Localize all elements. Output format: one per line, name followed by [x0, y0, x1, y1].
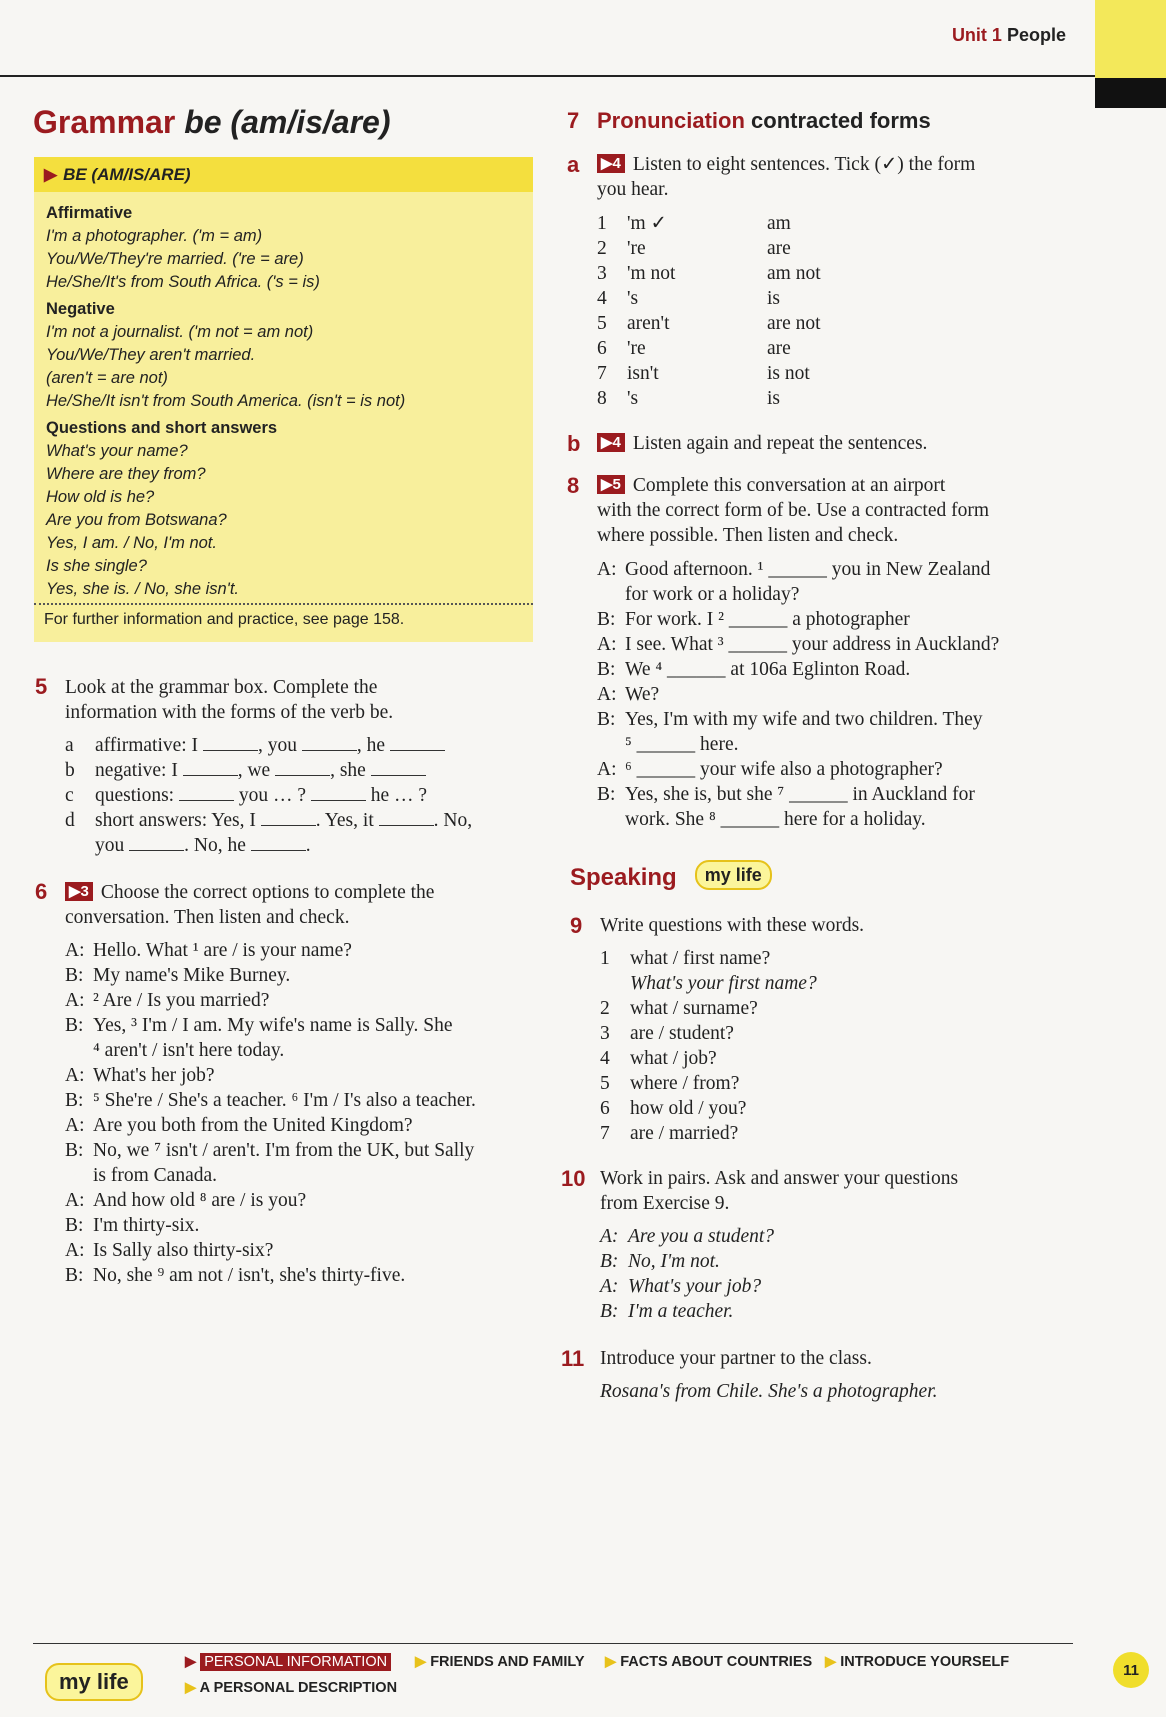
item-number: 5: [600, 1073, 610, 1094]
speaker-label: A:: [597, 634, 617, 655]
exercise-8-instruction: Complete this conversation at an airport: [632, 475, 946, 496]
item-text: .: [305, 835, 311, 856]
dialogue-line: [600, 1224, 1060, 1249]
speaker-label: A:: [597, 759, 617, 780]
contracted-form[interactable]: 's: [627, 388, 639, 409]
dialogue-line: [597, 707, 1072, 732]
dialogue-text: What's your job?: [628, 1276, 762, 1297]
black-tab: [1095, 78, 1166, 108]
dialogue-text: No, we ⁷ isn't / aren't. I'm from the UK, but Sally: [93, 1140, 475, 1161]
play-triangle-icon: ▶: [44, 164, 58, 184]
footer-rule: [33, 1643, 1073, 1644]
dialogue-text: ⁵ She're / She's a teacher. ⁶ I'm / I's also a teacher.: [93, 1090, 476, 1111]
dialogue-text: work. She ⁸ ______ here for a holiday.: [625, 809, 926, 830]
exercise-6-instruction: Choose the correct options to complete the: [100, 882, 435, 903]
speaker-label: [597, 807, 625, 832]
affirmative-label: Affirmative: [46, 204, 133, 222]
pronunciation-row: [597, 211, 1067, 236]
contracted-form[interactable]: 's: [627, 288, 639, 309]
answer-blank[interactable]: [179, 786, 234, 801]
contracted-form[interactable]: aren't: [627, 313, 670, 334]
further-info: For further information and practice, see page 158.: [34, 603, 533, 635]
dialogue-line: [600, 1249, 1060, 1274]
dialogue-line: [65, 1138, 545, 1163]
speaker-label: B:: [65, 1140, 84, 1161]
speaker-label: B:: [65, 1090, 84, 1111]
item-text: what / surname?: [630, 998, 758, 1019]
dialogue-text: Is Sally also thirty-six?: [93, 1240, 274, 1261]
dialogue-line: [65, 1013, 545, 1038]
dialogue-text: ² Are / Is you married?: [93, 990, 270, 1011]
dialogue-line: [65, 1063, 545, 1088]
questions-label: Questions and short answers: [46, 419, 278, 437]
dialogue-line: [597, 782, 1072, 807]
answer-blank[interactable]: [203, 736, 258, 751]
question-item: [600, 996, 1060, 1021]
exercise-9-number: 9: [570, 913, 583, 938]
dialogue-line: [597, 607, 1072, 632]
exercise-7a-instruction: you hear.: [597, 179, 669, 200]
speaker-label: B:: [65, 1015, 84, 1036]
footer-item-personal-description[interactable]: ▶ A PERSONAL DESCRIPTION: [185, 1680, 398, 1696]
speaker-label: A:: [65, 1115, 85, 1136]
question-item: [600, 1021, 1060, 1046]
speaker-label: A:: [65, 1240, 85, 1261]
exercise-7-number: 7: [567, 108, 580, 133]
dialogue-line: [65, 1038, 545, 1063]
dialogue-line: [65, 1188, 545, 1213]
item-text: , she: [330, 760, 366, 781]
answer-blank[interactable]: [261, 811, 316, 826]
item-text: short answers: Yes, I: [95, 810, 256, 831]
pronunciation-row: [597, 286, 1067, 311]
exercise-9-instruction: Write questions with these words.: [600, 915, 865, 936]
speaker-label: [597, 732, 625, 757]
speaker-label: [597, 582, 625, 607]
dialogue-line: [65, 1163, 545, 1188]
exercise-11: [600, 1346, 1060, 1404]
item-text: . No,: [433, 810, 473, 831]
grammar-line: Yes, I am. / No, I'm not.: [46, 534, 217, 552]
item-text: , he: [356, 735, 385, 756]
dialogue-text: is from Canada.: [93, 1165, 218, 1186]
full-form[interactable]: am not: [767, 263, 821, 284]
dialogue-line: [597, 757, 1072, 782]
speaker-label: A:: [597, 684, 617, 705]
negative-label: Negative: [46, 300, 115, 318]
dialogue-line: [65, 1263, 545, 1288]
contracted-form[interactable]: 're: [627, 238, 646, 259]
exercise-8-number: 8: [567, 473, 580, 498]
exercise-7a: [597, 152, 1067, 411]
exercise-10-instruction: Work in pairs. Ask and answer your questions: [600, 1168, 959, 1189]
exercise-7b: [597, 431, 927, 456]
header-rule: [0, 75, 1095, 77]
grammar-line: Yes, she is. / No, she isn't.: [46, 580, 239, 598]
speaker-label: B:: [600, 1251, 619, 1272]
speaking-heading: [570, 860, 772, 892]
item-text: . No, he: [184, 835, 246, 856]
item-number: [600, 971, 630, 996]
speaker-label: A:: [600, 1226, 619, 1247]
row-number: 7: [597, 363, 607, 384]
full-form[interactable]: am: [767, 213, 791, 234]
exercise-7b-label: b: [567, 431, 581, 456]
audio-track-icon[interactable]: ▶3: [65, 882, 93, 901]
footer-item-personal-information[interactable]: ▶ PERSONAL INFORMATION: [185, 1654, 391, 1670]
dialogue-text: ⁶ ______ your wife also a photographer?: [625, 759, 943, 780]
dialogue-text: Hello. What ¹ are / is your name?: [93, 940, 352, 961]
audio-track-icon[interactable]: ▶4: [597, 433, 625, 452]
dialogue-text: My name's Mike Burney.: [93, 965, 291, 986]
full-form[interactable]: is: [767, 288, 781, 309]
item-text: how old / you?: [630, 1098, 747, 1119]
exercise-8: [597, 473, 1072, 832]
exercise-7a-instruction: Listen to eight sentences. Tick (✓) the form: [632, 154, 976, 175]
question-item: [600, 1121, 1060, 1146]
dialogue-text: Yes, I'm with my wife and two children. They: [625, 709, 983, 730]
grammar-line: You/We/They're married. ('re = are): [46, 250, 304, 268]
item-text: what / job?: [630, 1048, 717, 1069]
item-text: questions:: [95, 785, 175, 806]
speaker-label: B:: [597, 709, 616, 730]
exercise-11-number: 11: [561, 1346, 585, 1371]
speaker-label: B:: [65, 1265, 84, 1286]
dialogue-line: [65, 1213, 545, 1238]
dialogue-text: No, I'm not.: [628, 1251, 720, 1272]
speaker-label: A:: [65, 990, 85, 1011]
answer-blank[interactable]: [302, 736, 357, 751]
audio-track-icon[interactable]: ▶4: [597, 154, 625, 173]
full-form[interactable]: are: [767, 238, 791, 259]
dialogue-line: [597, 682, 1072, 707]
exercise-9: [600, 913, 1060, 1146]
my-life-badge: my life: [695, 860, 772, 890]
grammar-line: You/We/They aren't married.: [46, 346, 256, 364]
pronunciation-row: [597, 236, 1067, 261]
item-text: where / from?: [630, 1073, 740, 1094]
item-number: 1: [600, 948, 610, 969]
exercise-10-instruction: from Exercise 9.: [600, 1193, 730, 1214]
item-text: , we: [237, 760, 271, 781]
dialogue-line: [600, 1274, 1060, 1299]
pronunciation-row: [597, 261, 1067, 286]
dialogue-text: for work or a holiday?: [625, 584, 800, 605]
item-number: 4: [600, 1048, 610, 1069]
dialogue-text: We ⁴ ______ at 106a Eglinton Road.: [625, 659, 911, 680]
item-text: are / married?: [630, 1123, 739, 1144]
speaker-label: [65, 1038, 93, 1063]
exercise-6: [65, 880, 545, 1288]
speaker-label: A:: [65, 940, 85, 961]
speaker-label: B:: [65, 1215, 84, 1236]
item-letter: c: [65, 785, 74, 806]
dialogue-text: Good afternoon. ¹ ______ you in New Zealand: [625, 559, 991, 580]
speaker-label: A:: [65, 1065, 85, 1086]
dialogue-line: [65, 988, 545, 1013]
full-form[interactable]: is not: [767, 363, 810, 384]
contracted-form[interactable]: isn't: [627, 363, 659, 384]
dialogue-line: [65, 1088, 545, 1113]
row-number: 8: [597, 388, 607, 409]
speaker-label: [65, 1163, 93, 1188]
audio-track-icon[interactable]: ▶5: [597, 475, 625, 494]
dialogue-line: [65, 1113, 545, 1138]
grammar-line: Is she single?: [46, 557, 147, 575]
speaker-label: B:: [600, 1301, 619, 1322]
exercise-11-example: Rosana's from Chile. She's a photographer.: [600, 1381, 938, 1402]
contracted-form[interactable]: 'm not: [627, 263, 676, 284]
item-text: . Yes, it: [315, 810, 374, 831]
footer-item-introduce-yourself[interactable]: ▶ INTRODUCE YOURSELF: [825, 1654, 1010, 1670]
exercise-11-instruction: Introduce your partner to the class.: [600, 1348, 872, 1369]
row-number: 6: [597, 338, 607, 359]
question-item: [600, 971, 1060, 996]
footer-my-life-badge: my life: [45, 1663, 143, 1701]
pronunciation-row: [597, 311, 1067, 336]
item-text: negative: I: [95, 760, 178, 781]
exercise-7a-label: a: [567, 152, 580, 177]
dialogue-text: For work. I ² ______ a photographer: [625, 609, 910, 630]
full-form[interactable]: is: [767, 388, 781, 409]
answer-blank[interactable]: [371, 761, 426, 776]
dialogue-text: I'm thirty-six.: [93, 1215, 200, 1236]
exercise-7-title: Pronunciation contracted forms: [597, 108, 931, 133]
exercise-8-instruction: where possible. Then listen and check.: [597, 525, 899, 546]
speaker-label: B:: [65, 965, 84, 986]
speaker-label: B:: [597, 609, 616, 630]
dialogue-line: [597, 807, 1072, 832]
dialogue-line: [65, 1238, 545, 1263]
grammar-line: Where are they from?: [46, 465, 206, 483]
row-number: 3: [597, 263, 607, 284]
item-text: are / student?: [630, 1023, 734, 1044]
item-text: he … ?: [370, 785, 428, 806]
dialogue-text: Are you both from the United Kingdom?: [93, 1115, 413, 1136]
answer-blank[interactable]: [311, 786, 366, 801]
dialogue-text: And how old ⁸ are / is you?: [93, 1190, 307, 1211]
item-text: , you: [257, 735, 297, 756]
answer-blank[interactable]: [390, 736, 445, 751]
dialogue-line: [597, 582, 1072, 607]
speaker-label: B:: [597, 659, 616, 680]
item-number: 7: [600, 1123, 610, 1144]
dialogue-line: [597, 632, 1072, 657]
answer-blank[interactable]: [275, 761, 330, 776]
full-form[interactable]: are not: [767, 313, 821, 334]
exercise-8-dialogue: [597, 557, 1072, 832]
row-number: 1: [597, 213, 607, 234]
dialogue-text: What's her job?: [93, 1065, 215, 1086]
answer-blank[interactable]: [183, 761, 238, 776]
dialogue-line: [65, 938, 545, 963]
item-text: you … ?: [238, 785, 306, 806]
grammar-line: Are you from Botswana?: [46, 511, 227, 529]
exercise-5-instruction: Look at the grammar box. Complete the: [65, 677, 378, 698]
exercise-9-items: [600, 946, 1060, 1146]
item-letter: b: [65, 760, 75, 781]
dialogue-text: We?: [625, 684, 660, 705]
pronunciation-table: [597, 211, 1067, 411]
dialogue-text: Are you a student?: [628, 1226, 775, 1247]
item-number: 6: [600, 1098, 610, 1119]
row-number: 5: [597, 313, 607, 334]
item-number: 2: [600, 998, 610, 1019]
exercise-10-number: 10: [561, 1166, 586, 1191]
question-item: [600, 1096, 1060, 1121]
row-number: 4: [597, 288, 607, 309]
speaker-label: B:: [597, 784, 616, 805]
footer-item-friends-family[interactable]: ▶ FRIENDS AND FAMILY: [415, 1654, 585, 1670]
grammar-line: How old is he?: [46, 488, 155, 506]
pronunciation-row: [597, 386, 1067, 411]
full-form[interactable]: are: [767, 338, 791, 359]
item-number: 3: [600, 1023, 610, 1044]
exercise-6-instruction: conversation. Then listen and check.: [65, 907, 350, 928]
page-number: 11: [1113, 1652, 1149, 1688]
exercise-5-number: 5: [35, 674, 48, 699]
question-item: [600, 946, 1060, 971]
exercise-7b-instruction: Listen again and repeat the sentences.: [632, 433, 928, 454]
item-letter: d: [65, 810, 75, 831]
grammar-line: He/She/It isn't from South America. (isn't = is not): [46, 392, 406, 410]
exercise-5: [65, 675, 535, 858]
grammar-line: I'm not a journalist. ('m not = am not): [46, 323, 314, 341]
answer-blank[interactable]: [129, 836, 184, 851]
dialogue-text: I see. What ³ ______ your address in Auckland?: [625, 634, 1000, 655]
grammar-line: I'm a photographer. ('m = am): [46, 227, 263, 245]
question-item: [600, 1071, 1060, 1096]
exercise-5-instruction: information with the forms of the verb be.: [65, 702, 394, 723]
grammar-line: (aren't = are not): [46, 369, 168, 387]
pronunciation-row: [597, 361, 1067, 386]
contracted-form[interactable]: 're: [627, 338, 646, 359]
item-text: What's your first name?: [630, 973, 817, 994]
item-text: what / first name?: [630, 948, 771, 969]
dialogue-line: [600, 1299, 1060, 1324]
grammar-line: He/She/It's from South Africa. ('s = is): [46, 273, 320, 291]
dialogue-text: ⁵ ______ here.: [625, 734, 739, 755]
answer-blank[interactable]: [251, 836, 306, 851]
dialogue-text: Yes, she is, but she ⁷ ______ in Auckland for: [625, 784, 975, 805]
item-text: affirmative: I: [95, 735, 199, 756]
dialogue-text: ⁴ aren't / isn't here today.: [93, 1040, 285, 1061]
grammar-box-header: ▶ BE (AM/IS/ARE): [34, 157, 533, 192]
speaker-label: A:: [597, 559, 617, 580]
speaker-label: A:: [600, 1276, 619, 1297]
dialogue-text: Yes, ³ I'm / I am. My wife's name is Sally. She: [93, 1015, 453, 1036]
dialogue-line: [597, 557, 1072, 582]
item-text: you: [95, 835, 125, 856]
unit-header: Unit 1 People: [951, 25, 1066, 45]
exercise-10-dialogue: [600, 1224, 1060, 1324]
dialogue-line: [65, 963, 545, 988]
question-item: [600, 1046, 1060, 1071]
item-letter: a: [65, 735, 74, 756]
grammar-line: What's your name?: [46, 442, 188, 460]
row-number: 2: [597, 238, 607, 259]
footer-item-facts-countries[interactable]: ▶ FACTS ABOUT COUNTRIES: [605, 1654, 813, 1670]
dialogue-line: [597, 657, 1072, 682]
grammar-title: Grammar be (am/is/are): [33, 104, 391, 140]
exercise-6-number: 6: [35, 879, 48, 904]
exercise-6-dialogue: [65, 938, 545, 1288]
speaker-label: A:: [65, 1190, 85, 1211]
dialogue-text: I'm a teacher.: [628, 1301, 734, 1322]
contracted-form[interactable]: 'm ✓: [627, 213, 667, 234]
dialogue-text: No, she ⁹ am not / isn't, she's thirty-five.: [93, 1265, 406, 1286]
exercise-8-instruction: with the correct form of be. Use a contracted form: [597, 500, 989, 521]
answer-blank[interactable]: [379, 811, 434, 826]
exercise-10: [600, 1166, 1060, 1324]
dialogue-line: [597, 732, 1072, 757]
grammar-box: [34, 157, 533, 642]
pronunciation-row: [597, 336, 1067, 361]
speaking-title: Speaking: [570, 864, 677, 891]
